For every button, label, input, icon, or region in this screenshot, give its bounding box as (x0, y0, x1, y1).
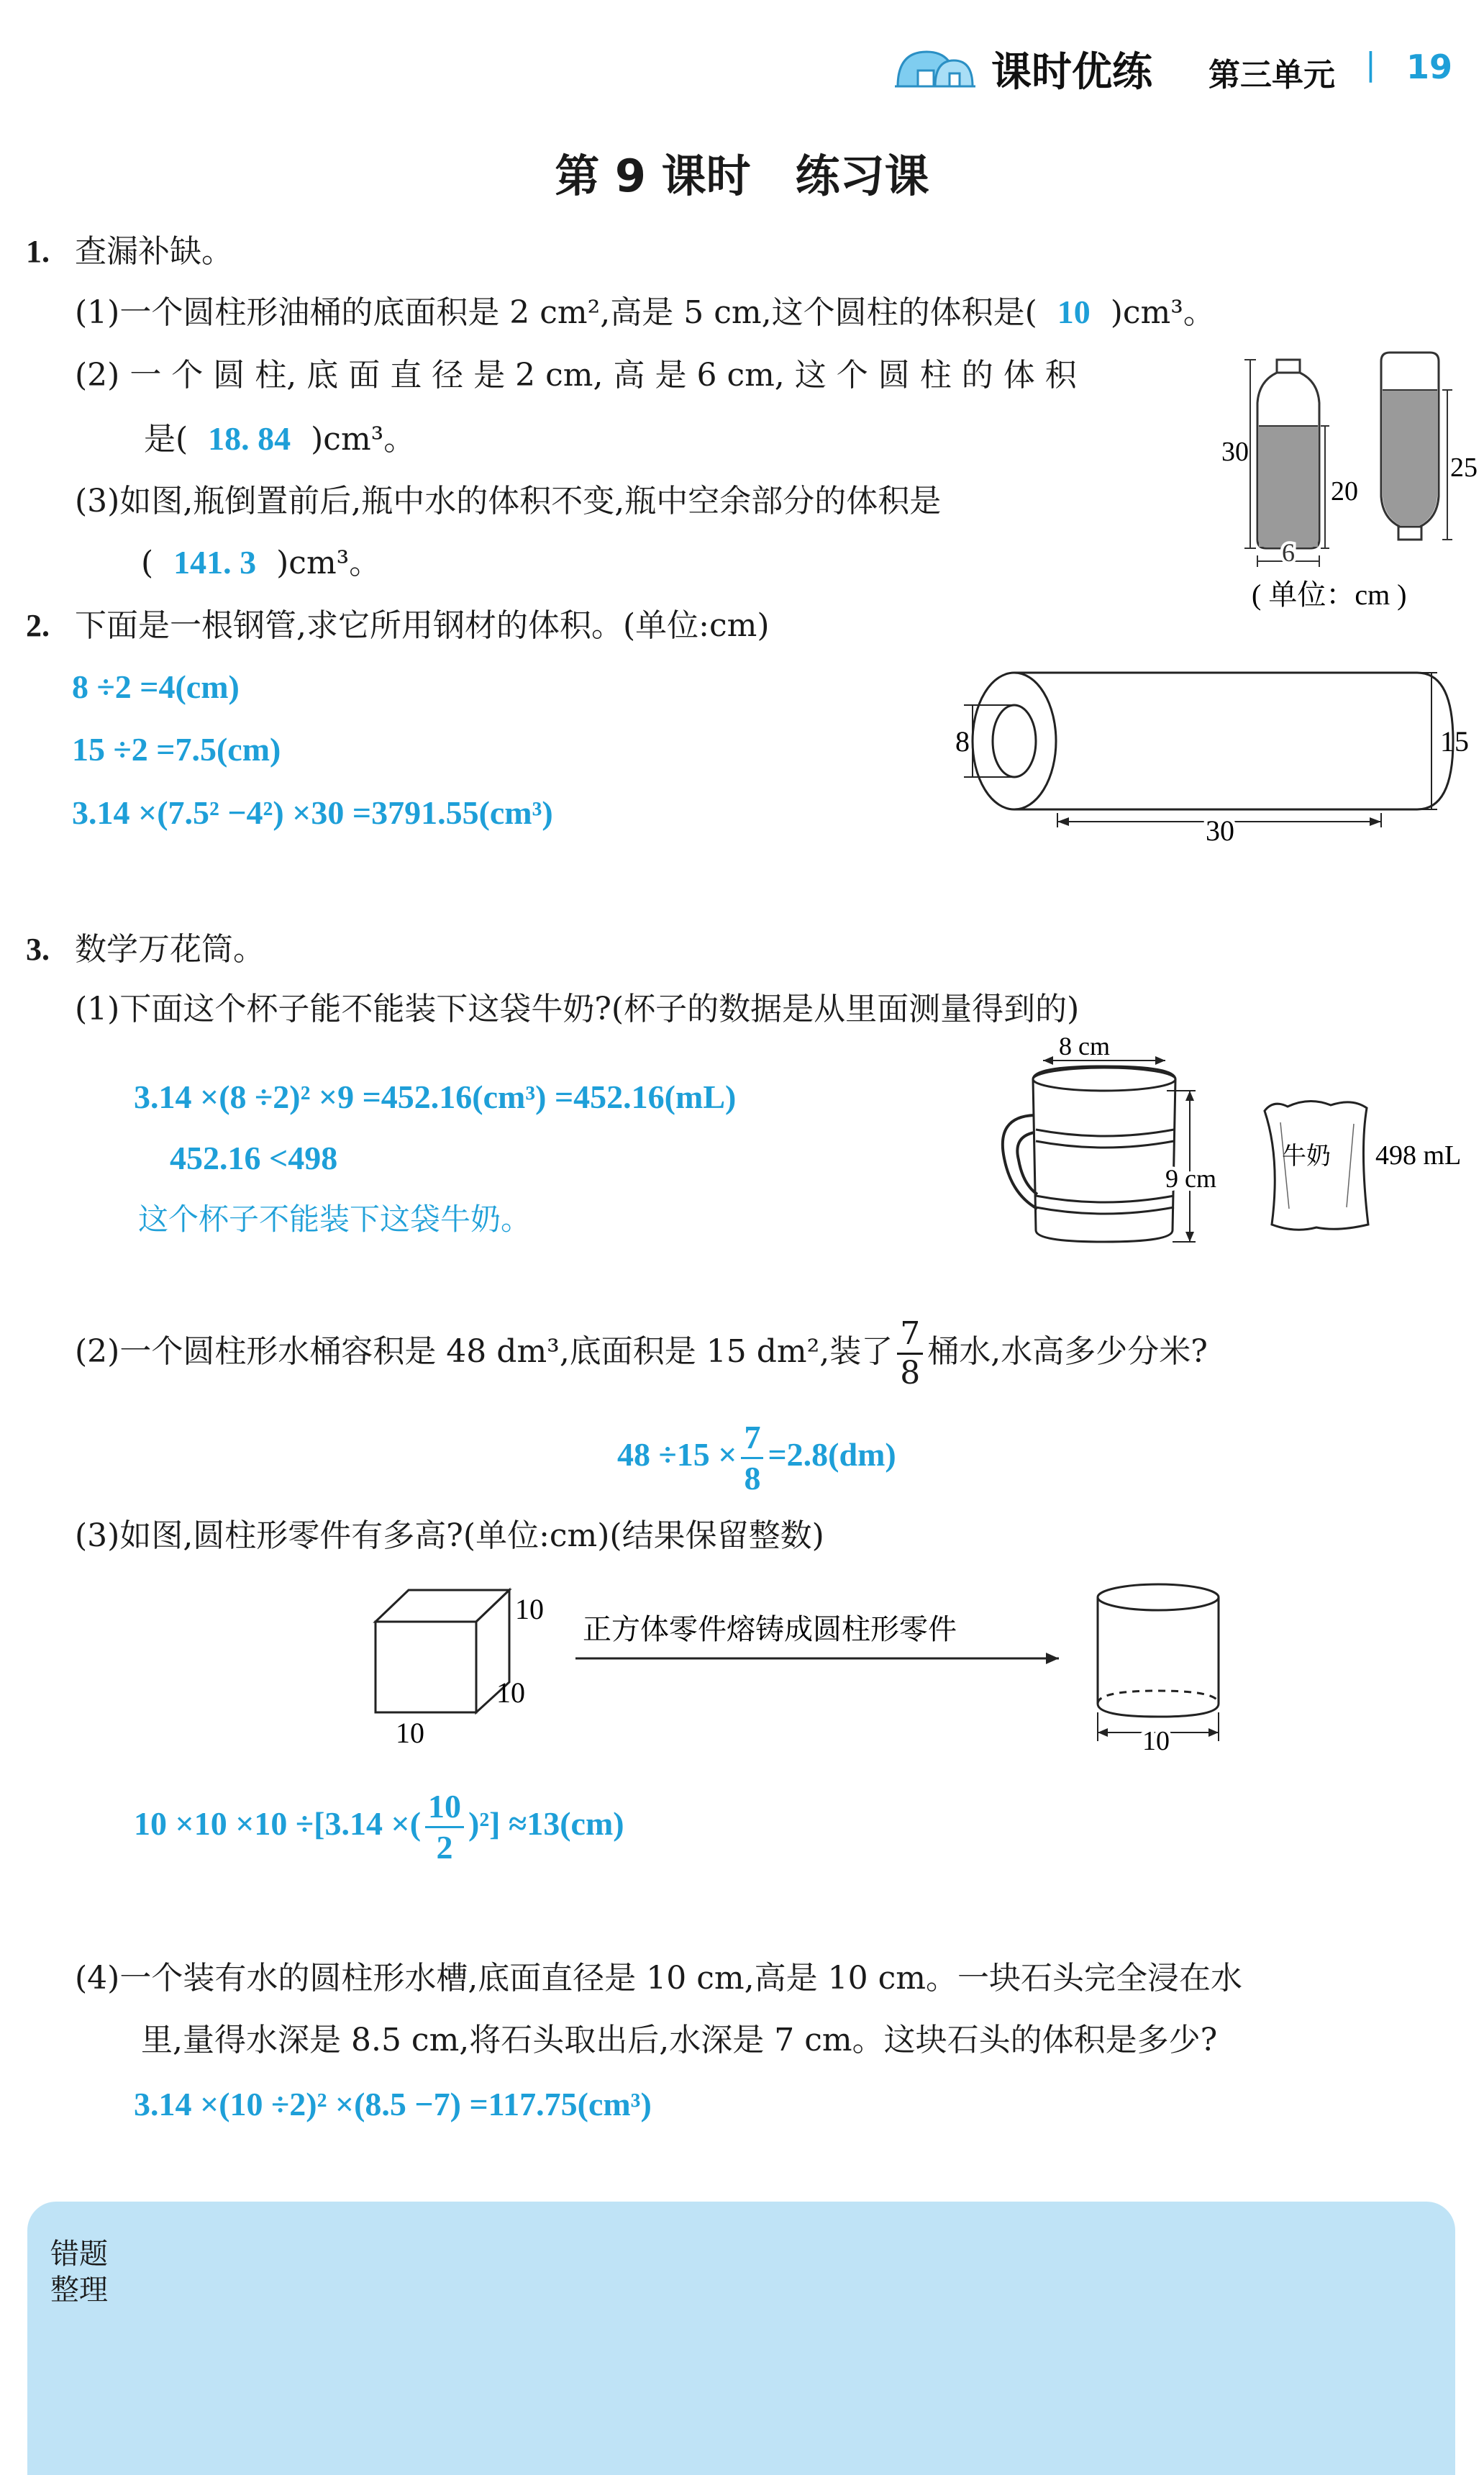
q1-part3-answer: 141. 3 (173, 544, 257, 581)
q1-part2-line1: (2) 一 个 圆 柱, 底 面 直 径 是 2 cm, 高 是 6 cm, 这 个 圆 柱 的 体 积 (75, 357, 1077, 394)
arrow-process-label: 正方体零件熔铸成圆柱形零件 (583, 1613, 957, 1645)
q1-part1-answer: 10 (1057, 294, 1091, 330)
cup-diameter-label: 8 cm (1059, 1032, 1110, 1061)
q1-part1: (1)一个圆柱形油桶的底面积是 2 cm²,高是 5 cm,这个圆柱的体积是( 10 )cm³。 (75, 294, 1215, 331)
q3-part3-text: (3)如图,圆柱形零件有多高?(单位:cm)(结果保留整数) (75, 1517, 824, 1554)
q3-part1-answer-2: 452.16 <498 (170, 1140, 338, 1176)
q1-title: 查漏补缺。 (75, 233, 233, 270)
q3-part1-text: (1)下面这个杯子能不能装下这袋牛奶?(杯子的数据是从里面测量得到的) (75, 991, 1080, 1027)
cube-cylinder-figure (367, 1568, 1237, 1763)
unit-caption: ( 单位：cm ) (1252, 578, 1407, 611)
q3-number: 3. (26, 932, 50, 967)
lesson-title: 第 9 课时 练习课 (555, 150, 929, 202)
cup-height-label: 9 cm (1165, 1164, 1216, 1193)
bottle-water-height-label: 20 (1331, 476, 1358, 507)
series-title: 课时优练 (991, 49, 1152, 96)
steel-pipe-figure (955, 655, 1475, 847)
header (0, 29, 1484, 108)
cube-edge-label-3: 10 (396, 1717, 424, 1749)
q1-part3-line2: ( 141. 3 )cm³。 (141, 544, 381, 581)
cube-edge-label-1: 10 (515, 1593, 544, 1625)
bottle-total-height-label: 30 (1221, 437, 1249, 467)
q3-part2-answer: 48 ÷15 × $\frac{7}{8}$ =2.8(dm) (617, 1419, 896, 1497)
q2-number: 2. (26, 608, 50, 643)
q3-title: 数学万花筒。 (75, 931, 265, 968)
cube-edge-label-2: 10 (496, 1676, 525, 1709)
milk-volume-label: 498 mL (1375, 1140, 1462, 1171)
unit-label: 第三单元 (1208, 57, 1335, 94)
q3-part4-answer: 3.14 ×(10 ÷2)² ×(8.5 −7) =117.75(cm³) (134, 2086, 652, 2122)
q3-part1-conclusion: 这个杯子不能装下这袋牛奶。 (138, 1202, 532, 1237)
page-number: 19 (1406, 47, 1453, 86)
header-separator: | (1365, 46, 1376, 83)
inverted-water-height-label: 25 (1450, 453, 1478, 483)
q2-answer-3: 3.14 ×(7.5² −4²) ×30 =3791.55(cm³) (72, 794, 553, 831)
q2-answer-1: 8 ÷2 =4(cm) (72, 668, 240, 705)
q3-part2-fraction: $\frac{7}{8}$ (897, 1318, 923, 1389)
pipe-outer-diameter-label: 15 (1440, 725, 1469, 758)
q3-part4-line2: 里,量得水深是 8.5 cm,将石头取出后,水深是 7 cm。这块石头的体积是多少? (141, 2022, 1218, 2058)
pipe-length-label: 30 (1206, 814, 1234, 847)
igloo-logo-icon (892, 36, 978, 94)
pipe-inner-diameter-label: 8 (955, 725, 970, 758)
q2-answer-2: 15 ÷2 =7.5(cm) (72, 731, 281, 768)
cup-milk-figure (1000, 1032, 1475, 1252)
error-review-box[interactable] (27, 2202, 1455, 2475)
milk-bag-label: 牛奶 (1282, 1143, 1331, 1170)
q3-part4-line1: (4)一个装有水的圆柱形水槽,底面直径是 10 cm,高是 10 cm。一块石头完全浸在水 (75, 1960, 1242, 1997)
q1-part3-line1: (3)如图,瓶倒置前后,瓶中水的体积不变,瓶中空余部分的体积是 (75, 483, 942, 519)
q1-number: 1. (26, 234, 50, 269)
q3-part3-answer: 10 ×10 ×10 ÷[3.14 ×( $\frac{10}{2}$ )²] ≈13(cm) (134, 1788, 624, 1866)
error-review-label-2: 整理 (50, 2274, 108, 2307)
q1-part2-line2: 是( 18. 84 )cm³。 (144, 420, 416, 458)
q1-part2-answer: 18. 84 (208, 420, 291, 457)
q3-part2-text: (2)一个圆柱形水桶容积是 48 dm³,底面积是 15 dm²,装了 $\frac{7}{8}$ 桶水,水高多少分米? (75, 1315, 1208, 1391)
bottle-diameter-label: 6 (1282, 538, 1295, 567)
bottle-figure (1216, 345, 1478, 619)
error-review-label-1: 错题 (50, 2238, 108, 2271)
cylinder-diameter-label: 10 (1142, 1726, 1170, 1756)
q2-text: 下面是一根钢管,求它所用钢材的体积。(单位:cm) (75, 607, 770, 644)
q3-part1-answer-1: 3.14 ×(8 ÷2)² ×9 =452.16(cm³) =452.16(mL) (134, 1078, 737, 1115)
